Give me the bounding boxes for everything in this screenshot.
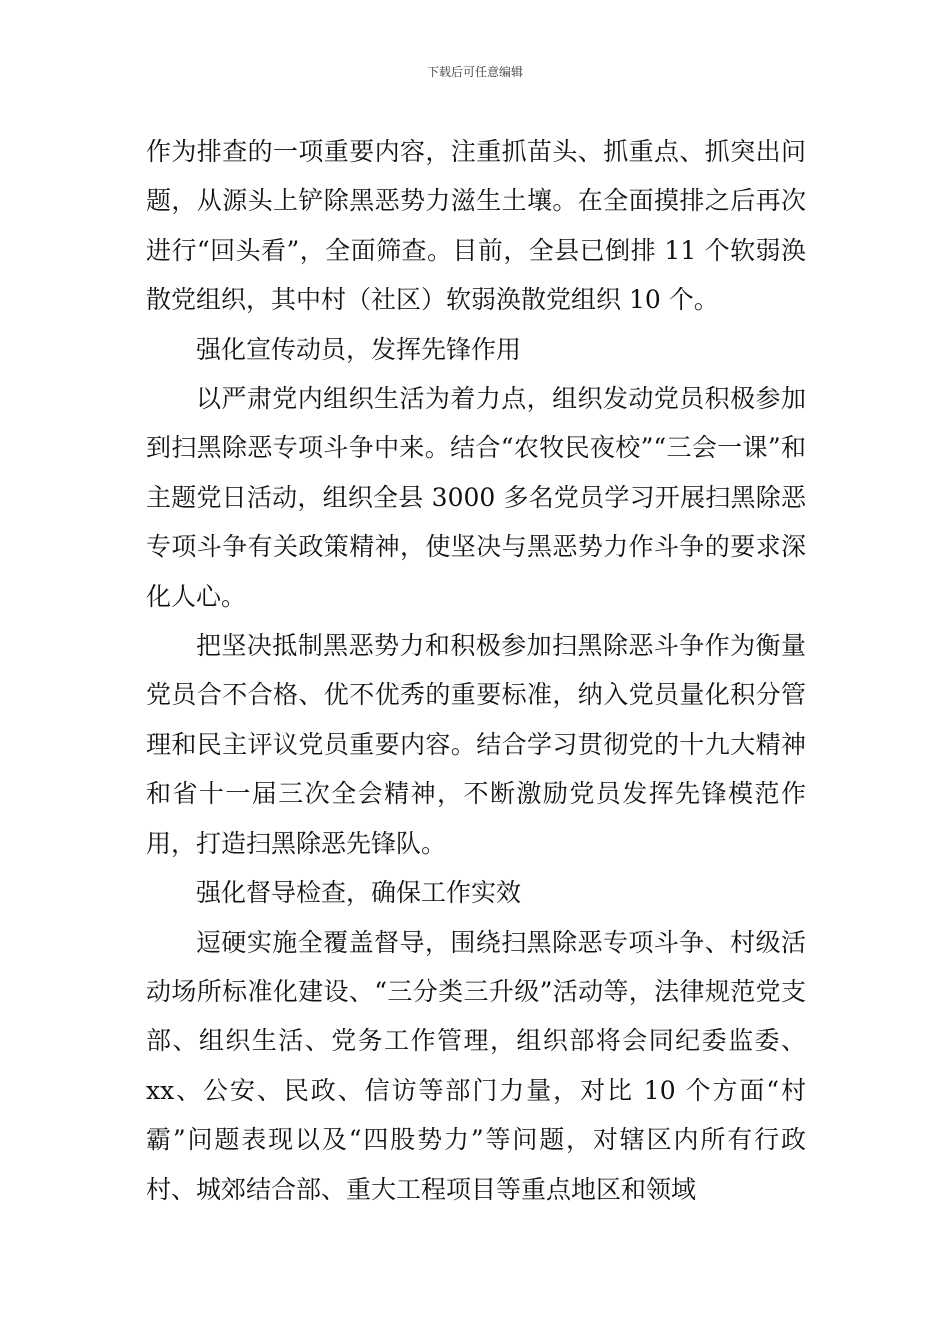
section-heading-publicity: 强化宣传动员，发挥先锋作用: [196, 334, 522, 364]
document-body: [146, 127, 806, 1214]
section-heading-supervision: 强化督导检查，确保工作实效: [196, 878, 522, 908]
page-header-note: 下载后可任意编辑: [426, 65, 523, 79]
paragraph-4: 把坚决抵制黑恶势力和积极参加扫黑除恶斗争作为衡量党员合不合格、优不优秀的重要标准，纳入党员量化积分管理和民主评议党员重要内容。结合学习贯彻党的十九大精神和省十一届三次全会精神，不断激励党员发挥先锋模范作用，打造扫黑除恶先锋队。: [146, 631, 806, 858]
paragraph-1: 作为排查的一项重要内容，注重抓苗头、抓重点、抓突出问题，从源头上铲除黑恶势力滋生土壤。在全面摸排之后再次进行“回头看”，全面筛查。目前，全县已倒排 11 个软弱涣散党组织，其中村（社区）软弱涣散党组织 10 个。: [146, 137, 806, 315]
paragraph-3: 以严肃党内组织生活为着力点，组织发动党员积极参加到扫黑除恶专项斗争中来。结合“农牧民夜校”“三会一课”和主题党日活动，组织全县 3000 多名党员学习开展扫黑除恶专项斗争有关政策精神，使坚决与黑恶势力作斗争的要求深化人心。: [146, 384, 806, 611]
paragraph-6: 逗硬实施全覆盖督导，围绕扫黑除恶专项斗争、村级活动场所标准化建设、“三分类三升级”活动等，法律规范党支部、组织生活、党务工作管理，组织部将会同纪委监委、xx、公安、民政、信访等部门力量，对比 10 个方面“村霸”问题表现以及“四股势力”等问题，对辖区内所有行政村、城郊结合部、重大工程项目等重点地区和领域: [146, 927, 806, 1204]
